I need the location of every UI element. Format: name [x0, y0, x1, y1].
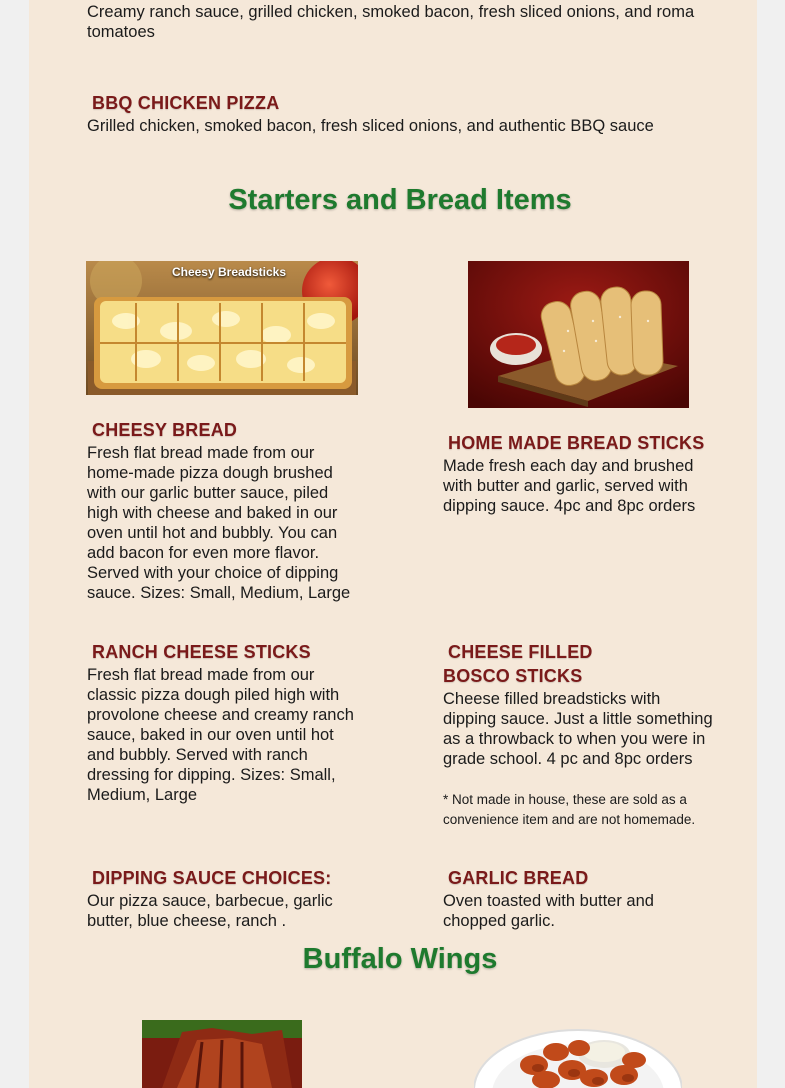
ranch-cheese-sticks-title: RANCH CHEESE STICKS: [92, 642, 311, 662]
dipping-sauce-title: DIPPING SAUCE CHOICES:: [92, 868, 332, 888]
wings-photo: [474, 1020, 682, 1088]
cheesy-bread-description: Fresh flat bread made from our home-made pizza dough brushed with our garlic butter sauce, piled high with cheese and baked in our oven until hot and bubbly. You can add bacon for even more flavor. Served with your choice of dipping sauce. Sizes: Small, Medium, Large: [87, 444, 351, 602]
ranch-cheese-sticks-description: Fresh flat bread made from our classic pizza dough piled high with provolone cheese and creamy ranch sauce, baked in our oven until hot and bubbly. Served with ranch dressing for dipping. Sizes: Small, Medium, Large: [87, 666, 354, 804]
bosco-sticks-title: CHEESE FILLED BOSCO STICKS: [443, 642, 593, 686]
bread-sticks-title: HOME MADE BREAD STICKS: [448, 433, 705, 453]
bbq-chicken-pizza-description: Grilled chicken, smoked bacon, fresh sliced onions, and authentic BBQ sauce: [87, 117, 654, 135]
cheesy-breadsticks-photo: [86, 261, 358, 395]
buffalo-wings-heading: Buffalo Wings: [302, 943, 498, 975]
cheesy-breadsticks-caption: Cheesy Breadsticks: [171, 265, 287, 279]
garlic-bread-title: GARLIC BREAD: [448, 868, 589, 888]
cheesy-bread-title: CHEESY BREAD: [92, 420, 238, 440]
ranch-pizza-description: Creamy ranch sauce, grilled chicken, smoked bacon, fresh sliced onions, and roma tomatoes: [87, 3, 695, 41]
starters-heading: Starters and Bread Items: [228, 184, 572, 216]
bread-sticks-description: Made fresh each day and brushed with butter and garlic, served with dipping sauce. 4pc and 8pc orders: [443, 457, 696, 515]
bosco-sticks-note: * Not made in house, these are sold as a convenience item and are not homemade.: [443, 792, 696, 827]
bbq-chicken-pizza-title: BBQ CHICKEN PIZZA: [92, 93, 280, 113]
dipping-sauce-description: Our pizza sauce, barbecue, garlic butter, blue cheese, ranch .: [87, 892, 333, 930]
ribs-photo: [142, 1020, 302, 1088]
garlic-bread-description: Oven toasted with butter and chopped garlic.: [443, 892, 654, 930]
bread-sticks-photo: [468, 261, 689, 408]
bosco-sticks-description: Cheese filled breadsticks with dipping sauce. Just a little something as a throwback to when you were in grade school. 4 pc and 8pc orders: [443, 690, 713, 768]
